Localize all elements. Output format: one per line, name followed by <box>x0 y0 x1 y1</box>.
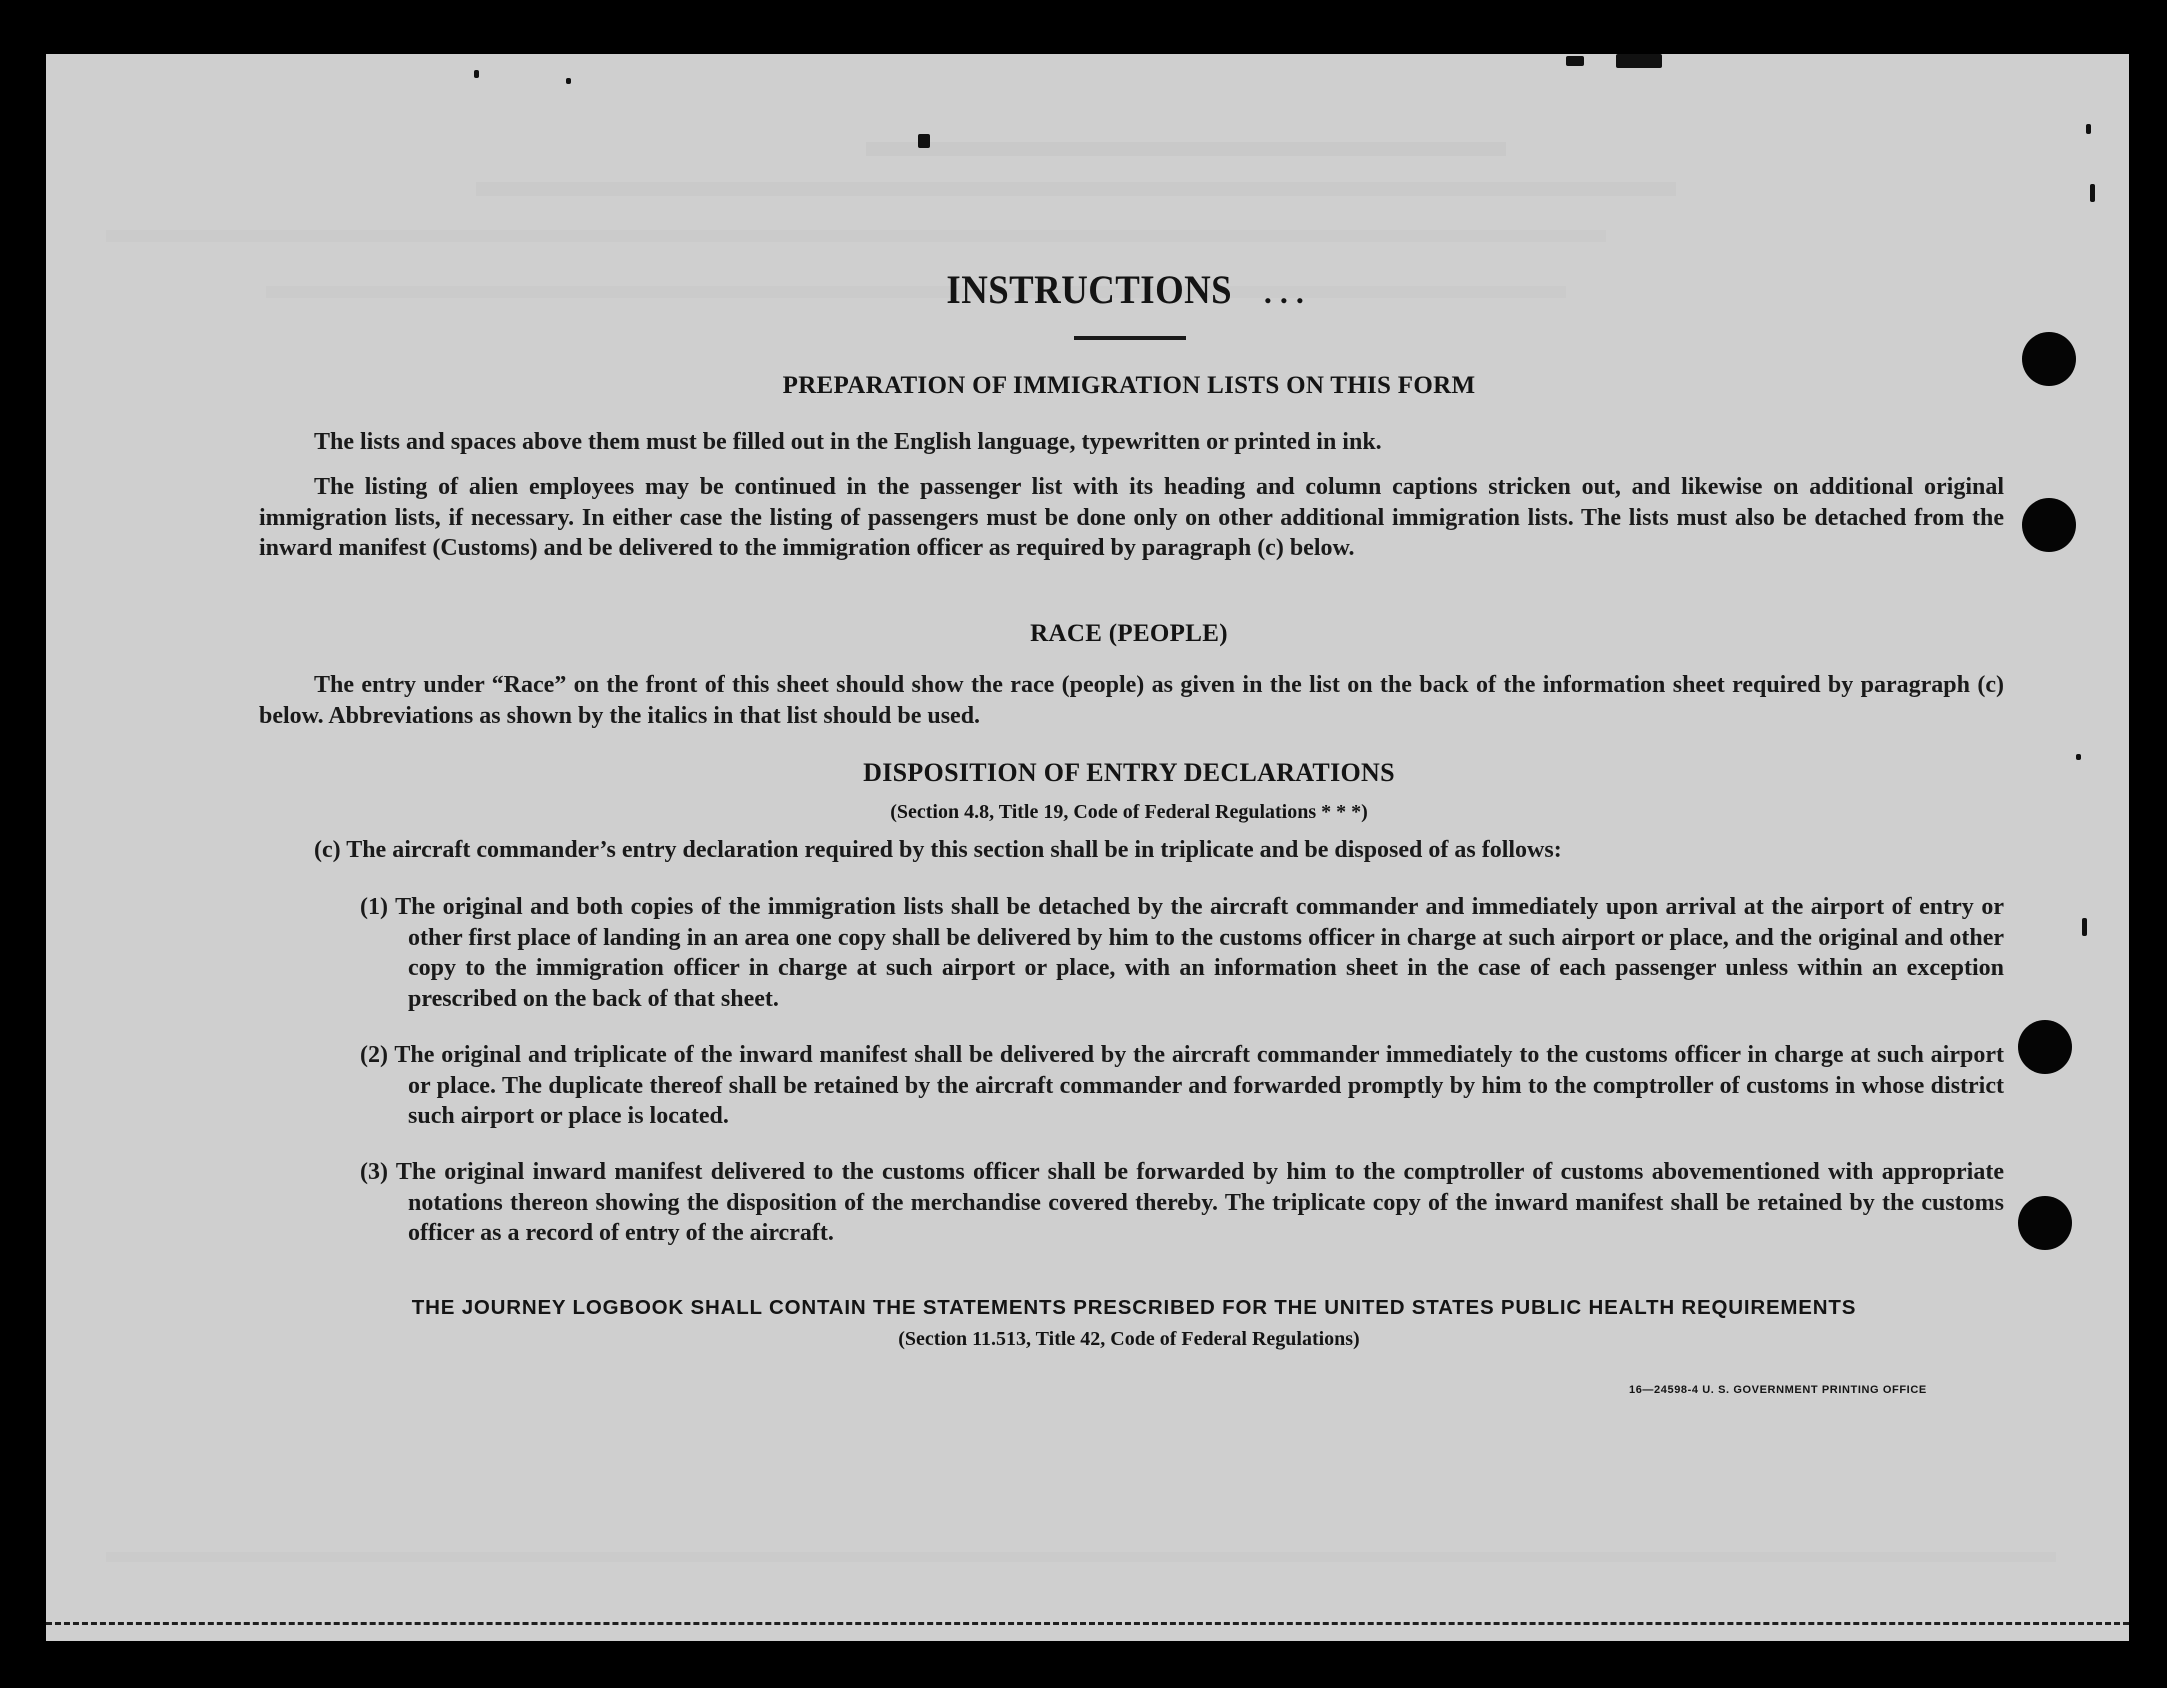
scan-speck <box>2086 124 2091 134</box>
bleed-through-band <box>476 182 1676 196</box>
punch-hole <box>2018 1020 2072 1074</box>
disposition-heading: DISPOSITION OF ENTRY DECLARATIONS <box>863 758 1395 787</box>
scan-speck <box>2076 754 2081 760</box>
printer-mark: 16—24598-4 U. S. GOVERNMENT PRINTING OFFICE <box>1629 1384 1927 1396</box>
preparation-paragraph-2: The listing of alien employees may be continued in the passenger list with its heading and column captions stricken out, and likewise on additional original immigration lists, if necessary. In either case the listing of passengers must be done only on other additional immigration lists. The lists must also be detached from the inward manifest (Customs) and be delivered to the immigration officer as required by paragraph (c) below. <box>259 474 2004 561</box>
scan-speck <box>918 134 930 148</box>
bleed-through-band <box>866 142 1506 156</box>
punch-hole <box>2018 1196 2072 1250</box>
scan-speck <box>2082 918 2087 936</box>
scan-speck <box>474 70 479 78</box>
scan-speck <box>566 78 571 84</box>
disposition-citation: (Section 4.8, Title 19, Code of Federal Regulations * * *) <box>890 801 1368 823</box>
health-requirements-citation: (Section 11.513, Title 42, Code of Federal Regulations) <box>898 1328 1360 1350</box>
scan-speck <box>2090 184 2095 202</box>
race-heading: RACE (PEOPLE) <box>1030 620 1228 647</box>
title-row <box>259 266 1979 313</box>
preparation-paragraph-1: The lists and spaces above them must be filled out in the English language, typewritten or printed in ink. <box>314 429 1382 455</box>
title-dots: . . . <box>1263 274 1304 310</box>
disposition-intro: (c) The aircraft commander’s entry declaration required by this section shall be in triplicate and be disposed of as follows: <box>314 837 1562 863</box>
disposition-item-3: (3) The original inward manifest delivered to the customs officer shall be forwarded by him to the comptroller of customs abovementioned with appropriate notations thereon showing the disposition of the merchandise covered thereby. The triplicate copy of the inward manifest shall be retained by the customs officer as a record of entry of the aircraft. <box>360 1159 2004 1246</box>
scan-speck <box>1566 56 1584 66</box>
disposition-item-2: (2) The original and triplicate of the inward manifest shall be delivered by the aircraft commander immediately to the customs officer in charge at such airport or place. The duplicate thereof shall be retained by the aircraft commander and forwarded promptly by him to the comptroller of customs in whose district such airport or place is located. <box>360 1042 2004 1129</box>
perforation-line <box>46 1622 2129 1625</box>
bleed-through-band <box>106 230 1606 242</box>
preparation-heading: PREPARATION OF IMMIGRATION LISTS ON THIS FORM <box>782 372 1476 399</box>
document-sheet <box>46 54 2129 1641</box>
punch-hole <box>2022 498 2076 552</box>
health-requirements-statement: THE JOURNEY LOGBOOK SHALL CONTAIN THE STATEMENTS PRESCRIBED FOR THE UNITED STATES PUBLIC HEALTH REQUIREMENTS <box>411 1296 1857 1319</box>
disposition-item-1: (1) The original and both copies of the immigration lists shall be detached by the aircraft commander and immediately upon arrival at the airport of entry or other first place of landing in an area one copy shall be delivered by him to the customs officer in charge at such airport or place, and the original and other copy to the immigration officer in charge at such airport or place, with an information sheet in the case of each passenger unless within an exception prescribed on the back of that sheet. <box>360 894 2004 1012</box>
bleed-through-band <box>106 1552 2056 1562</box>
punch-hole <box>2022 332 2076 386</box>
scan-speck <box>1616 54 1662 68</box>
title-underline <box>1074 336 1186 340</box>
race-paragraph: The entry under “Race” on the front of this sheet should show the race (people) as given in the list on the back of the information sheet required by paragraph (c) below. Abbreviations as shown by the italics in that list should be used. <box>259 672 2004 729</box>
page-title: INSTRUCTIONS <box>946 267 1233 312</box>
